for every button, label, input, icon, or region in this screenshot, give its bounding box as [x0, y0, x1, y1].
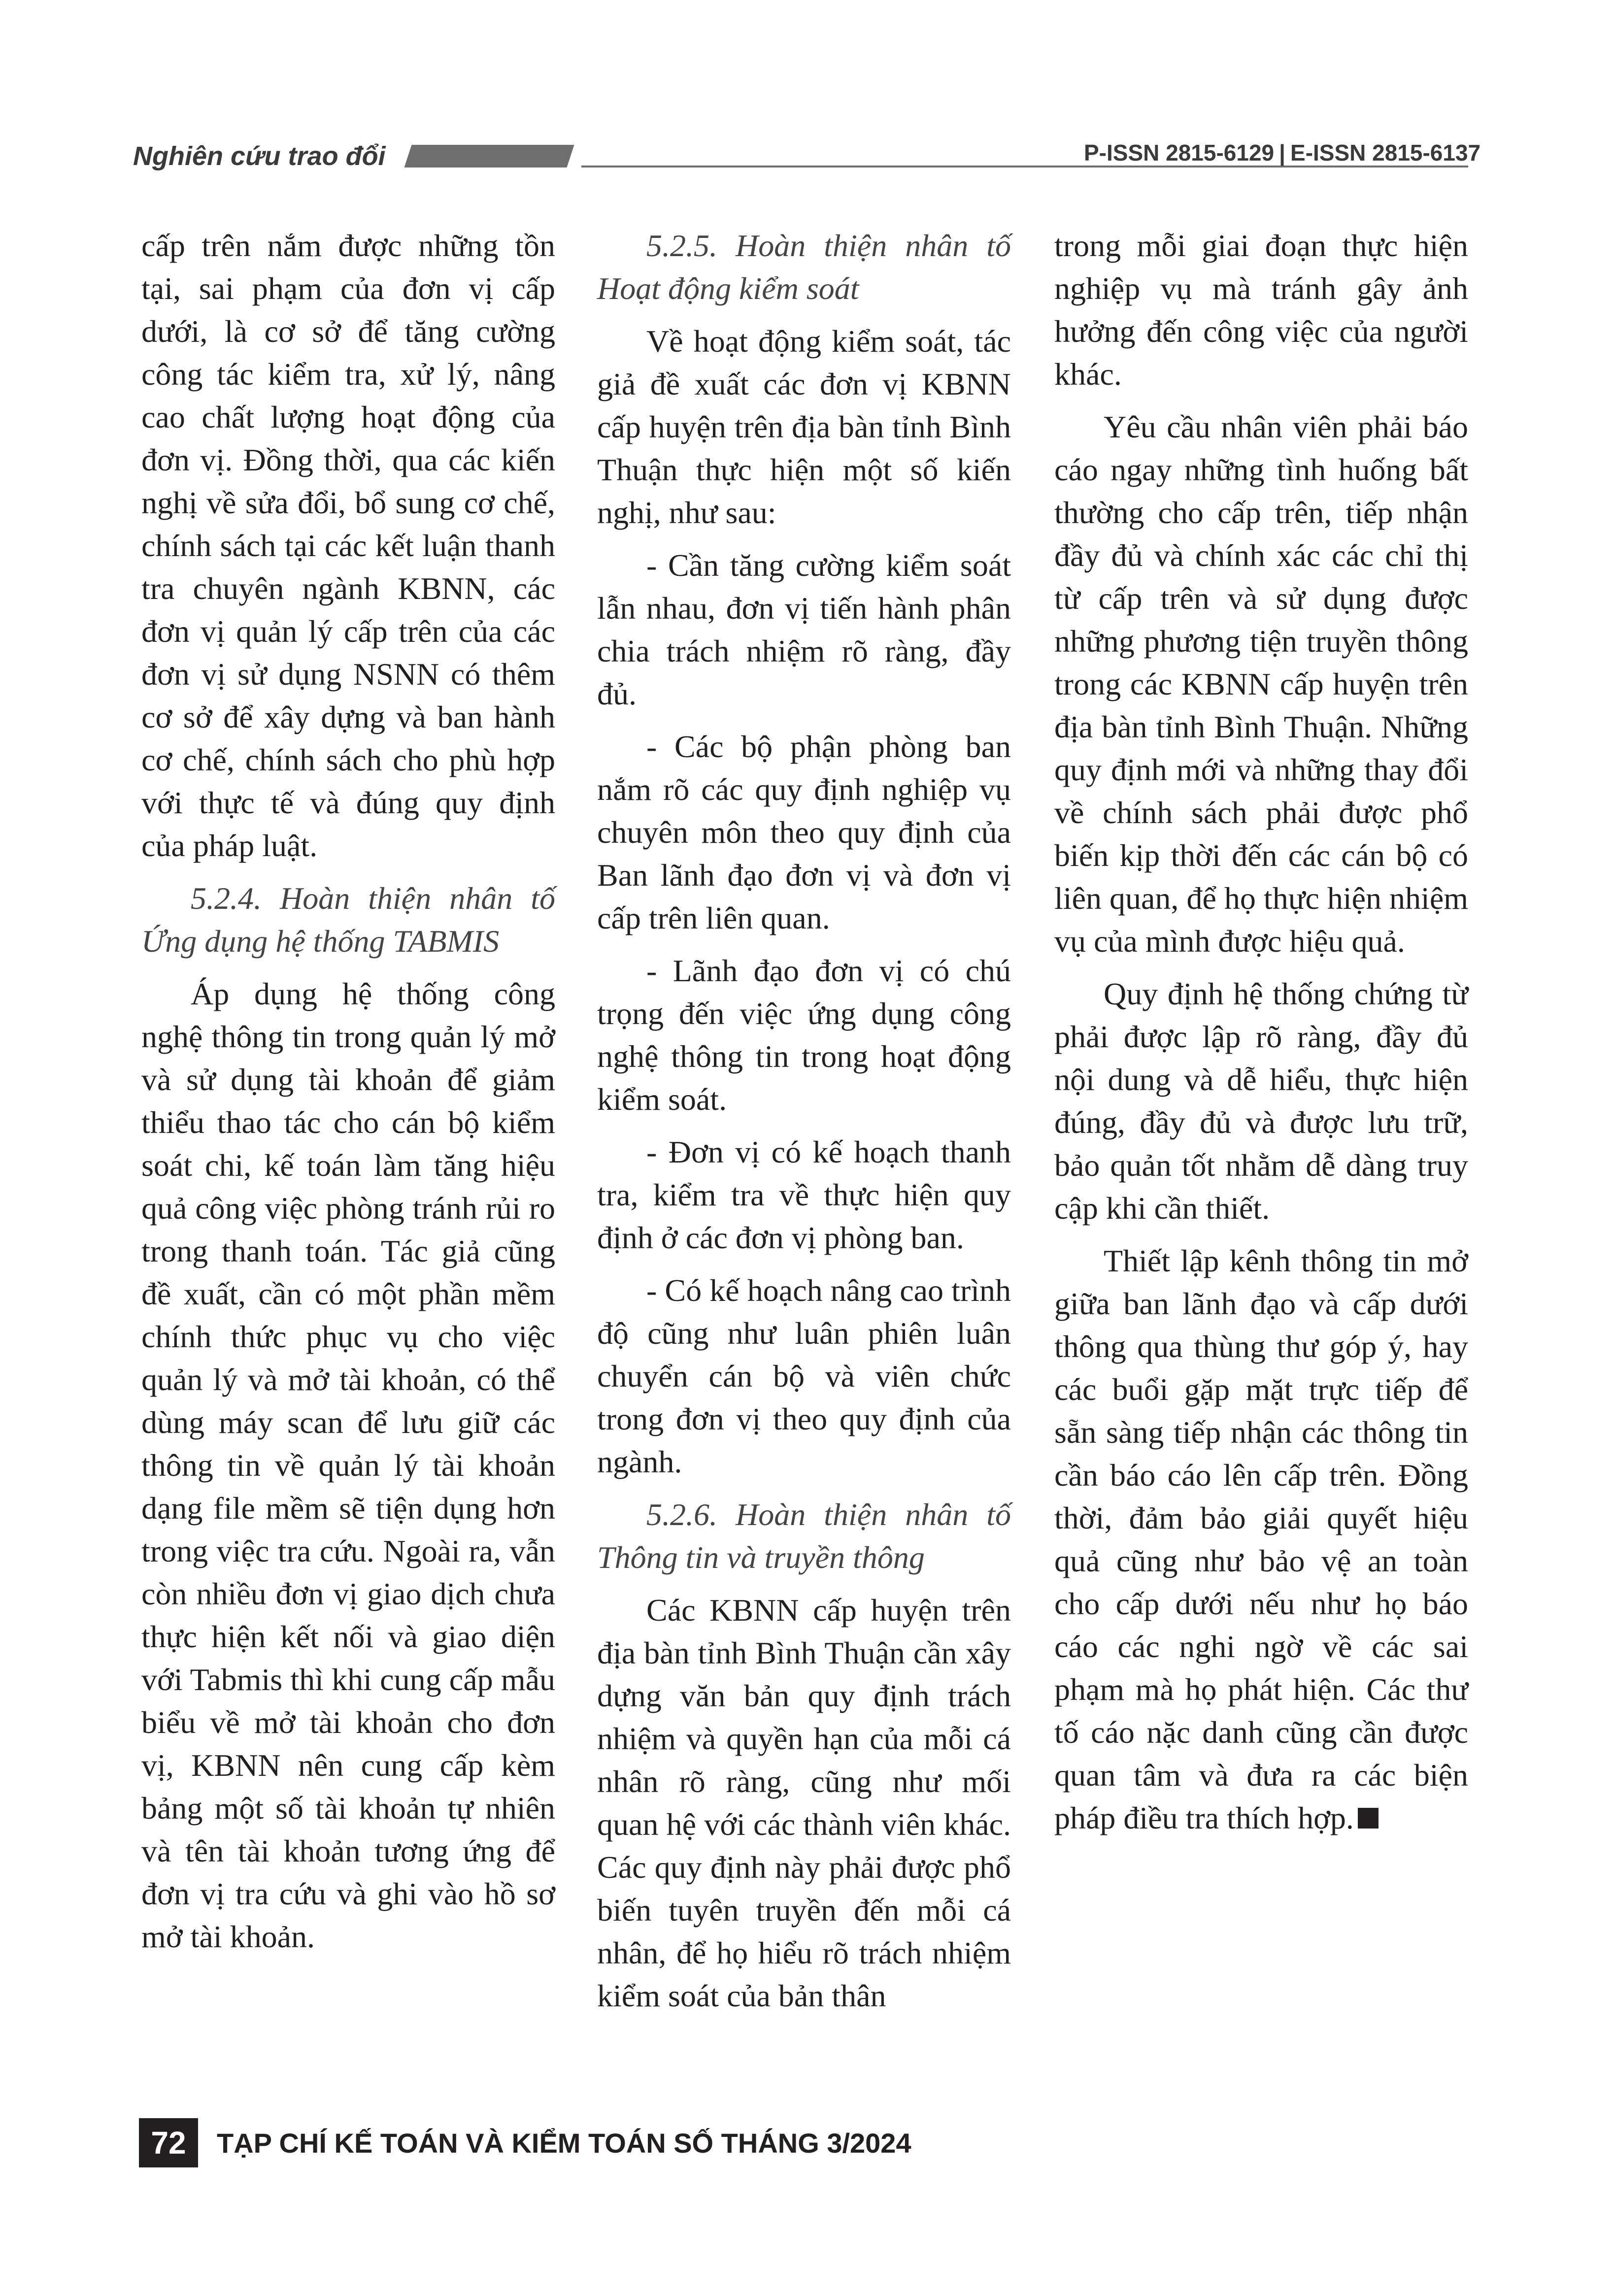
paragraph: Các KBNN cấp huyện trên địa bàn tỉnh Bình Thuận cần xây dựng văn bản quy định trách nhiệm và quyền hạn của mỗi cá nhân rõ ràng, cũng như mối quan hệ với các thành viên khác. Các quy định này phải được phổ biến tuyên truyền đến mỗi cá nhân, để họ hiểu rõ trách nhiệm kiểm soát của bản thân: [597, 1593, 1011, 2013]
paragraph: Yêu cầu nhân viên phải báo cáo ngay những tình huống bất thường cho cấp trên, tiếp nhận đầy đủ và chính xác các chỉ thị từ cấp trên và sử dụng được những phương tiện truyền thông trong các KBNN cấp huyện trên địa bàn tỉnh Bình Thuận. Những quy định mới và những thay đổi về chính sách phải được phổ biến kịp thời đến các cán bộ có liên quan, để họ thực hiện nhiệm vụ của mình được hiệu quả.: [1054, 409, 1468, 959]
column-2: [597, 224, 1011, 2027]
journal-name: TẠP CHÍ KẾ TOÁN VÀ KIỂM TOÁN SỐ THÁNG 3/2024: [217, 2128, 911, 2159]
paragraph: cấp trên nắm được những tồn tại, sai phạm của đơn vị cấp dưới, là cơ sở để tăng cường công tác kiểm tra, xử lý, nâng cao chất lượng hoạt động của đơn vị. Đồng thời, qua các kiến nghị về sửa đổi, bổ sung cơ chế, chính sách tại các kết luận thanh tra chuyên ngành KBNN, các đơn vị quản lý cấp trên của các đơn vị sử dụng NSNN có thêm cơ sở để xây dựng và ban hành cơ chế, chính sách cho phù hợp với thực tế và đúng quy định của pháp luật.: [141, 228, 555, 863]
list-item: - Các bộ phận phòng ban nắm rõ các quy định nghiệp vụ chuyên môn theo quy định của Ban lãnh đạo đơn vị và đơn vị cấp trên liên quan.: [597, 729, 1011, 935]
paragraph: Quy định hệ thống chứng từ phải được lập rõ ràng, đầy đủ nội dung và dễ hiểu, thực hiện đúng, đầy đủ và được lưu trữ, bảo quản tốt nhằm dễ dàng truy cập khi cần thiết.: [1054, 976, 1468, 1226]
issn-separator: |: [1279, 140, 1286, 166]
issn-info: [1084, 138, 1481, 167]
eissn: E-ISSN 2815-6137: [1290, 140, 1481, 166]
paragraph-final: [1054, 1239, 1468, 1839]
column-3: [1054, 224, 1468, 1849]
section-heading-5-2-6: 5.2.6. Hoàn thiện nhân tố Thông tin và truyền thông: [597, 1497, 1011, 1575]
end-mark-icon: [1358, 1808, 1379, 1829]
list-item: - Có kế hoạch nâng cao trình độ cũng như luân phiên luân chuyển cán bộ và viên chức trong đơn vị theo quy định của ngành.: [597, 1273, 1011, 1479]
paragraph: Về hoạt động kiểm soát, tác giả đề xuất các đơn vị KBNN cấp huyện trên địa bàn tỉnh Bình Thuận thực hiện một số kiến nghị, như sau:: [597, 324, 1011, 530]
section-heading-5-2-4: 5.2.4. Hoàn thiện nhân tố Ứng dụng hệ thống TABMIS: [141, 881, 555, 959]
list-item: - Cần tăng cường kiểm soát lẫn nhau, đơn vị tiến hành phân chia trách nhiệm rõ ràng, đầy đủ.: [597, 548, 1011, 711]
list-item: - Đơn vị có kế hoạch thanh tra, kiểm tra về thực hiện quy định ở các đơn vị phòng ban.: [597, 1134, 1011, 1255]
final-paragraph-text: Thiết lập kênh thông tin mở giữa ban lãnh đạo và cấp dưới thông qua thùng thư góp ý, hay các buổi gặp mặt trực tiếp để sẵn sàng tiếp nhận các thông tin cần báo cáo lên cấp trên. Đồng thời, đảm bảo giải quyết hiệu quả cũng như bảo vệ an toàn cho cấp dưới nếu như họ báo cáo các nghi ngờ về các sai phạm mà họ phát hiện. Các thư tố cáo nặc danh cũng cần được quan tâm và đưa ra các biện pháp điều tra thích hợp.: [1054, 1243, 1468, 1835]
section-heading-5-2-5: 5.2.5. Hoàn thiện nhân tố Hoạt động kiểm soát: [597, 228, 1011, 306]
column-1: [141, 224, 555, 1968]
section-title: Nghiên cứu trao đổi: [133, 141, 386, 171]
paragraph: Áp dụng hệ thống công nghệ thông tin trong quản lý mở và sử dụng tài khoản để giảm thiểu thao tác cho cán bộ kiểm soát chi, kế toán làm tăng hiệu quả công việc phòng tránh rủi ro trong thanh toán. Tác giả cũng đề xuất, cần có một phần mềm chính thức phục vụ cho việc quản lý và mở tài khoản, có thể dùng máy scan để lưu giữ các thông tin về quản lý tài khoản dạng file mềm sẽ tiện dụng hơn trong việc tra cứu. Ngoài ra, vẫn còn nhiều đơn vị giao dịch chưa thực hiện kết nối và giao diện với Tabmis thì khi cung cấp mẫu biểu về mở tài khoản cho đơn vị, KBNN nên cung cấp kèm bảng một số tài khoản tự nhiên và tên tài khoản tương ứng để đơn vị tra cứu và ghi vào hồ sơ mở tài khoản.: [141, 976, 555, 1954]
pissn: P-ISSN 2815-6129: [1084, 140, 1275, 166]
page-number: 72: [139, 2118, 198, 2167]
header-accent-bar: [404, 145, 574, 167]
paragraph: trong mỗi giai đoạn thực hiện nghiệp vụ mà tránh gây ảnh hưởng đến công việc của người khác.: [1054, 228, 1468, 392]
list-item: - Lãnh đạo đơn vị có chú trọng đến việc ứng dụng công nghệ thông tin trong hoạt động kiểm soát.: [597, 953, 1011, 1117]
